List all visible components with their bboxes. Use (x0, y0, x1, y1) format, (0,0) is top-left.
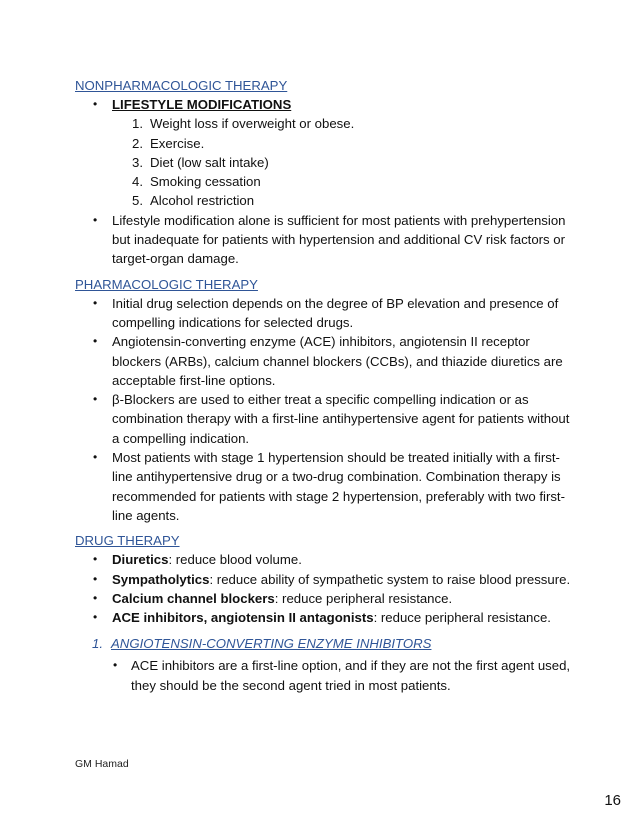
list-item: • β-Blockers are used to either treat a specific compelling indication or as combination therapy with a first-line antihypertensive agent for patients without a compelling indication. (75, 390, 575, 448)
subheading-title: ANGIOTENSIN-CONVERTING ENZYME INHIBITORS (111, 636, 432, 652)
lifestyle-title: LIFESTYLE MODIFICATIONS (112, 97, 292, 112)
pharm-heading: PHARMACOLOGIC THERAPY (75, 276, 258, 292)
list-item (75, 191, 575, 210)
list-number: 3. (132, 154, 143, 170)
list-item: • ACE inhibitors are a first-line option, and if they are not the first agent used, they should be the second agent tried in most patients. (75, 656, 575, 695)
list-number: 1. (132, 116, 143, 132)
list-item (75, 172, 575, 191)
drug-term: Sympatholytics (112, 571, 210, 587)
list-text: Smoking cessation (150, 174, 261, 190)
list-number: 2. (132, 135, 143, 151)
pharm-list (75, 294, 575, 526)
drug-term: ACE inhibitors, angiotensin II antagonists (112, 610, 374, 626)
list-item: • Angiotensin-converting enzyme (ACE) inhibitors, angiotensin II receptor blockers (ARBs), calcium channel blockers (CCBs), and thiazide diuretics are acceptable first-line options. (75, 332, 575, 390)
page-number: 16 (604, 792, 621, 809)
nonpharm-list (75, 95, 575, 114)
list-text: Diet (low salt intake) (150, 154, 269, 170)
page-content (75, 76, 575, 701)
nonpharm-heading: NONPHARMACOLOGIC THERAPY (75, 78, 288, 93)
drug-desc: : reduce ability of sympathetic system to raise blood pressure. (209, 571, 571, 587)
drug-term: Calcium channel blockers (112, 590, 275, 606)
list-item (75, 153, 575, 172)
list-item (75, 114, 575, 133)
list-number: 5. (132, 193, 143, 209)
list-item: • Initial drug selection depends on the degree of BP elevation and presence of compelling indications for selected drugs. (75, 294, 575, 333)
drug-heading: DRUG THERAPY (75, 533, 180, 549)
drug-list (75, 550, 575, 627)
list-text: Exercise. (150, 135, 205, 151)
ace-list (75, 656, 575, 695)
drug-desc: : reduce blood volume. (168, 552, 302, 568)
subheading-number: 1. (92, 636, 103, 652)
ace-subheading (75, 634, 575, 653)
list-text: Alcohol restriction (150, 193, 255, 209)
list-item: • Most patients with stage 1 hypertension should be treated initially with a first-line antihypertensive drug or a two-drug combination. Combination therapy is recommended for patients with stage 2 hypertension, preferably with two first-line agents. (75, 448, 575, 525)
footer-author: GM Hamad (75, 758, 129, 770)
list-item (75, 589, 575, 608)
pharm-section (75, 275, 575, 526)
lifestyle-numbered-list (75, 114, 575, 210)
list-item (75, 550, 575, 569)
drug-desc: : reduce peripheral resistance. (274, 590, 453, 606)
drug-term: Diuretics (112, 552, 169, 568)
list-item: • Lifestyle modification alone is sufficient for most patients with prehypertension but inadequate for patients with hypertension and additional CV risk factors or target-organ damage. (75, 211, 575, 269)
lifestyle-item (75, 95, 575, 114)
list-item (75, 570, 575, 589)
list-number: 4. (132, 174, 143, 190)
drug-section (75, 531, 575, 695)
drug-desc: : reduce peripheral resistance. (373, 610, 551, 626)
nonpharm-section (75, 76, 575, 269)
list-item (75, 608, 575, 627)
list-text: Weight loss if overweight or obese. (150, 116, 355, 132)
nonpharm-note-list (75, 211, 575, 269)
list-item (75, 134, 575, 153)
